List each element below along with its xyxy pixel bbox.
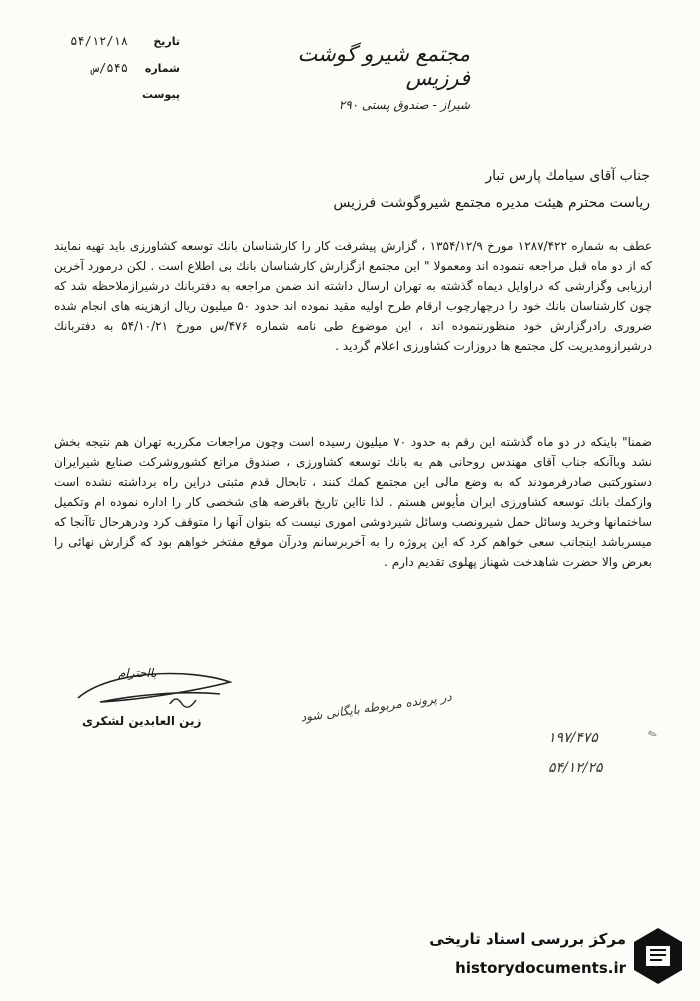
date-label: تاریخ — [153, 35, 180, 48]
company-name: مجتمع شیرو گوشت فرزیس — [297, 42, 470, 90]
archive-org-name: مرکز بررسی اسناد تاریخی — [429, 930, 626, 948]
archive-website: historydocuments.ir — [455, 959, 626, 977]
date-value: ۵۴/۱۲/۱۸ — [70, 34, 128, 48]
archive-date: ۵۴/۱۲/۲۵ — [548, 760, 603, 776]
number-row — [20, 61, 180, 75]
handwritten-archive-note: در پرونده مربوطه بایگانی شود — [299, 689, 453, 725]
recipient-title: ریاست محترم هیئت مدیره مجتمع شیروگوشت فرزیس — [333, 195, 650, 211]
attachment-label: پیوست — [142, 88, 180, 101]
closing-regards: بااحترام — [118, 666, 157, 680]
letterhead — [270, 42, 470, 112]
archive-number: ۱۹۷/۴۷۵ — [548, 730, 598, 746]
date-row — [20, 34, 180, 48]
watermark-footer — [418, 922, 690, 992]
body-paragraph-1: عطف به شماره ۱۲۸۷/۴۲۲ مورخ ۱۳۵۴/۱۲/۹ ، گزارش پیشرفت کار را کارشناسان بانك توسعه کشاورزی باید تهیه نمایند که از دو ماه قبل مراجعه ننموده اند ومعمولا " این مجتمع ازگزارش کارشناسان بانك بی اطلاع است . لکن درمورد آخرین ارزیابی وگزارشی که دراوایل دیماه گذشته به تهران ارسال داشته اند ضمن مراجعه به دفتربانك درشیرازملاحظه شد که چون کارشناسان بانك خود را درچهارچوب ارقام طرح اولیه مقید نموده اند حدود ۵۰ میلیون ریال ازهزینه های انجام شده ضروری رادرگزارش خود منظورننموده اند ، این موضوع طی نامه شماره ۴۷۶/س مورخ ۵۴/۱۰/۲۱ به دفتربانك درشیرازومدیریت کل مجتمع ها دروزارت کشاورزی اعلام گردید . — [54, 239, 653, 353]
recipient-name: جناب آقای سیامك پارس تبار — [485, 168, 650, 184]
margin-scribble: ✎ — [646, 726, 660, 743]
number-value: ۵۴۵/س — [91, 61, 128, 75]
company-address: شیراز - صندوق پستی ۲۹۰ — [338, 98, 470, 112]
archive-logo-icon — [632, 926, 684, 986]
attachment-row — [20, 88, 180, 101]
salutation — [50, 163, 650, 217]
number-label: شماره — [144, 62, 180, 75]
signatory-name: زین العابدین لشکری — [82, 714, 202, 728]
body-paragraph-2: ضمنا" باینکه در دو ماه گذشته این رقم به حدود ۷۰ میلیون رسیده است وچون مراجعات مکرربه تهران هم نتیجه بخش نشد وباآنکه جناب آقای مهندس روحانی هم به بانك توسعه کشاورزی ، صندوق مراتع کشوروشرکت صنایع شیرایران دستورکتبی صادرفرمودند که به وضع مالی این مجتمع کمك کنند ، تابحال قدم مثبتی دراین راه برداشته نشده است وازکمك بانك توسعه کشاورزی ایران مأیوس هستم . لذا تااین تاریخ باقرضه های شخصی کار را اداره نموده ام وتکمیل ساختمانها وخرید وسائل حمل شیرونصب وسائل شیردوشی اموری نیست که بتوان آنها را متوقف کرد ودرهرحال تاآنجا که میسرباشد اینجانب سعی خواهم کرد که این پروژه را به آخربرسانم ودرآن موقع مفتخر خواهم بود که گزارش نهائی را بعرض والا حضرت شاهدخت شهناز پهلوی تقدیم دارم . — [54, 435, 652, 569]
reference-block — [20, 34, 180, 114]
